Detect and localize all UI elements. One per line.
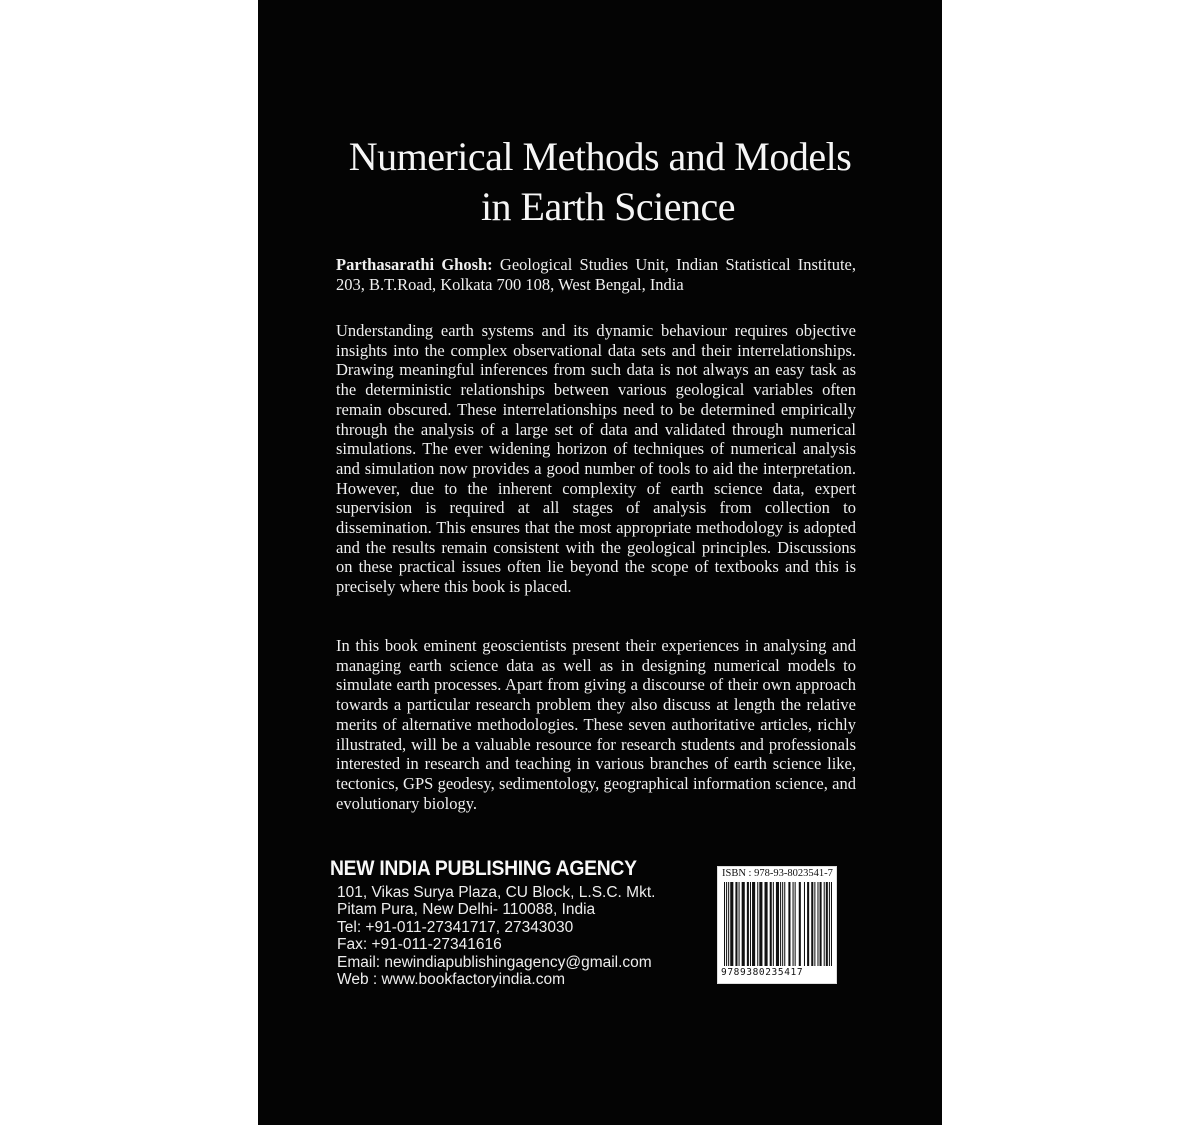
barcode-bar	[742, 882, 745, 966]
barcode-bar	[735, 882, 737, 966]
publisher-contact	[337, 884, 655, 988]
barcode-bar	[824, 882, 825, 966]
book-back-cover	[258, 0, 942, 1125]
publisher-website: Web : www.bookfactoryindia.com	[337, 971, 566, 989]
barcode-bar	[728, 882, 729, 966]
book-title-line-1: Numerical Methods and Models	[348, 134, 852, 179]
barcode-bar	[811, 882, 813, 966]
barcode-bar	[820, 882, 822, 966]
barcode-bar	[752, 882, 755, 966]
barcode-bar	[773, 882, 774, 966]
barcode-bar	[770, 882, 772, 966]
barcode-bar	[739, 882, 740, 966]
barcode-bar	[814, 882, 815, 966]
barcode-bar	[799, 882, 801, 966]
author-affiliation: Geological Studies Unit, Indian Statistical Institute, 203, B.T.Road, Kolkata 700 108, West Bengal, India	[336, 255, 856, 294]
barcode-bar	[780, 882, 781, 966]
barcode-bar	[788, 882, 790, 966]
blurb-paragraph-1: Understanding earth systems and its dynamic behaviour requires objective insights into the complex observational data sets and their interrelationships. Drawing meaningful inferences from such data is not always an easy task as the deterministic relationships between various geological variables often remain obscured. These interrelationships need to be determined empirically through the analysis of a large set of data and validated through numerical simulations. The ever widening horizon of techniques of numerical analysis and simulation now provides a good number of tools to aid the interpretation. However, due to the inherent complexity of earth science data, expert supervision is required at all stages of analysis from collection to dissemination. This ensures that the most appropriate methodology is adopted and the results remain consistent with the geological principles. Discussions on these practical issues often lie beyond the scope of textbooks and this is precisely where this book is placed.	[336, 321, 856, 597]
barcode-bar	[759, 882, 762, 966]
author-credit	[336, 255, 856, 294]
barcode-bar	[776, 882, 779, 966]
barcode-bar	[765, 882, 768, 966]
publisher-name: NEW INDIA PUBLISHING AGENCY	[330, 857, 637, 880]
barcode-bar	[795, 882, 796, 966]
barcode-bar	[807, 882, 809, 966]
barcode-bar	[817, 882, 818, 966]
barcode-bar	[829, 882, 830, 966]
barcode-bar	[782, 882, 783, 966]
publisher-address-line-1: 101, Vikas Surya Plaza, CU Block, L.S.C. Mkt.	[337, 884, 656, 901]
author-name: Parthasarathi Ghosh:	[336, 255, 493, 274]
barcode-bar	[726, 882, 727, 966]
barcode-bars-icon	[724, 882, 832, 966]
barcode-digits: 9789380235417	[721, 967, 804, 978]
isbn-barcode	[717, 866, 837, 984]
barcode-bar	[750, 882, 751, 966]
barcode-bar	[724, 882, 725, 966]
barcode-bar	[730, 882, 733, 966]
barcode-bar	[826, 882, 828, 966]
publisher-address-line-2: Pitam Pura, New Delhi- 110088, India	[337, 901, 596, 919]
book-title-line-2: in Earth Science	[480, 184, 736, 229]
publisher-fax: Fax: +91-011-27341616	[337, 936, 502, 954]
barcode-bar	[757, 882, 758, 966]
blurb-paragraph-2: In this book eminent geoscientists present their experiences in analysing and managing earth science data as well as in designing numerical models to simulate earth processes. Apart from giving a discourse of their own approach towards a particular research problem they also discuss at length the relative merits of alternative methodologies. These seven authoritative articles, richly illustrated, will be a valuable resource for research students and professionals interested in research and teaching in various branches of earth science like, tectonics, GPS geodesy, sedimentology, geographical information science, and evolutionary biology.	[336, 636, 856, 813]
barcode-bar	[784, 882, 785, 966]
book-title	[258, 132, 942, 232]
publisher-telephone: Tel: +91-011-27341717, 27343030	[337, 918, 574, 936]
publisher-email: Email: newindiapublishingagency@gmail.com	[337, 953, 652, 971]
barcode-bar	[831, 882, 832, 966]
barcode-bar	[793, 882, 794, 966]
barcode-bar	[804, 882, 805, 966]
barcode-bar	[747, 882, 749, 966]
isbn-label: ISBN : 978-93-8023541-7	[722, 868, 833, 879]
